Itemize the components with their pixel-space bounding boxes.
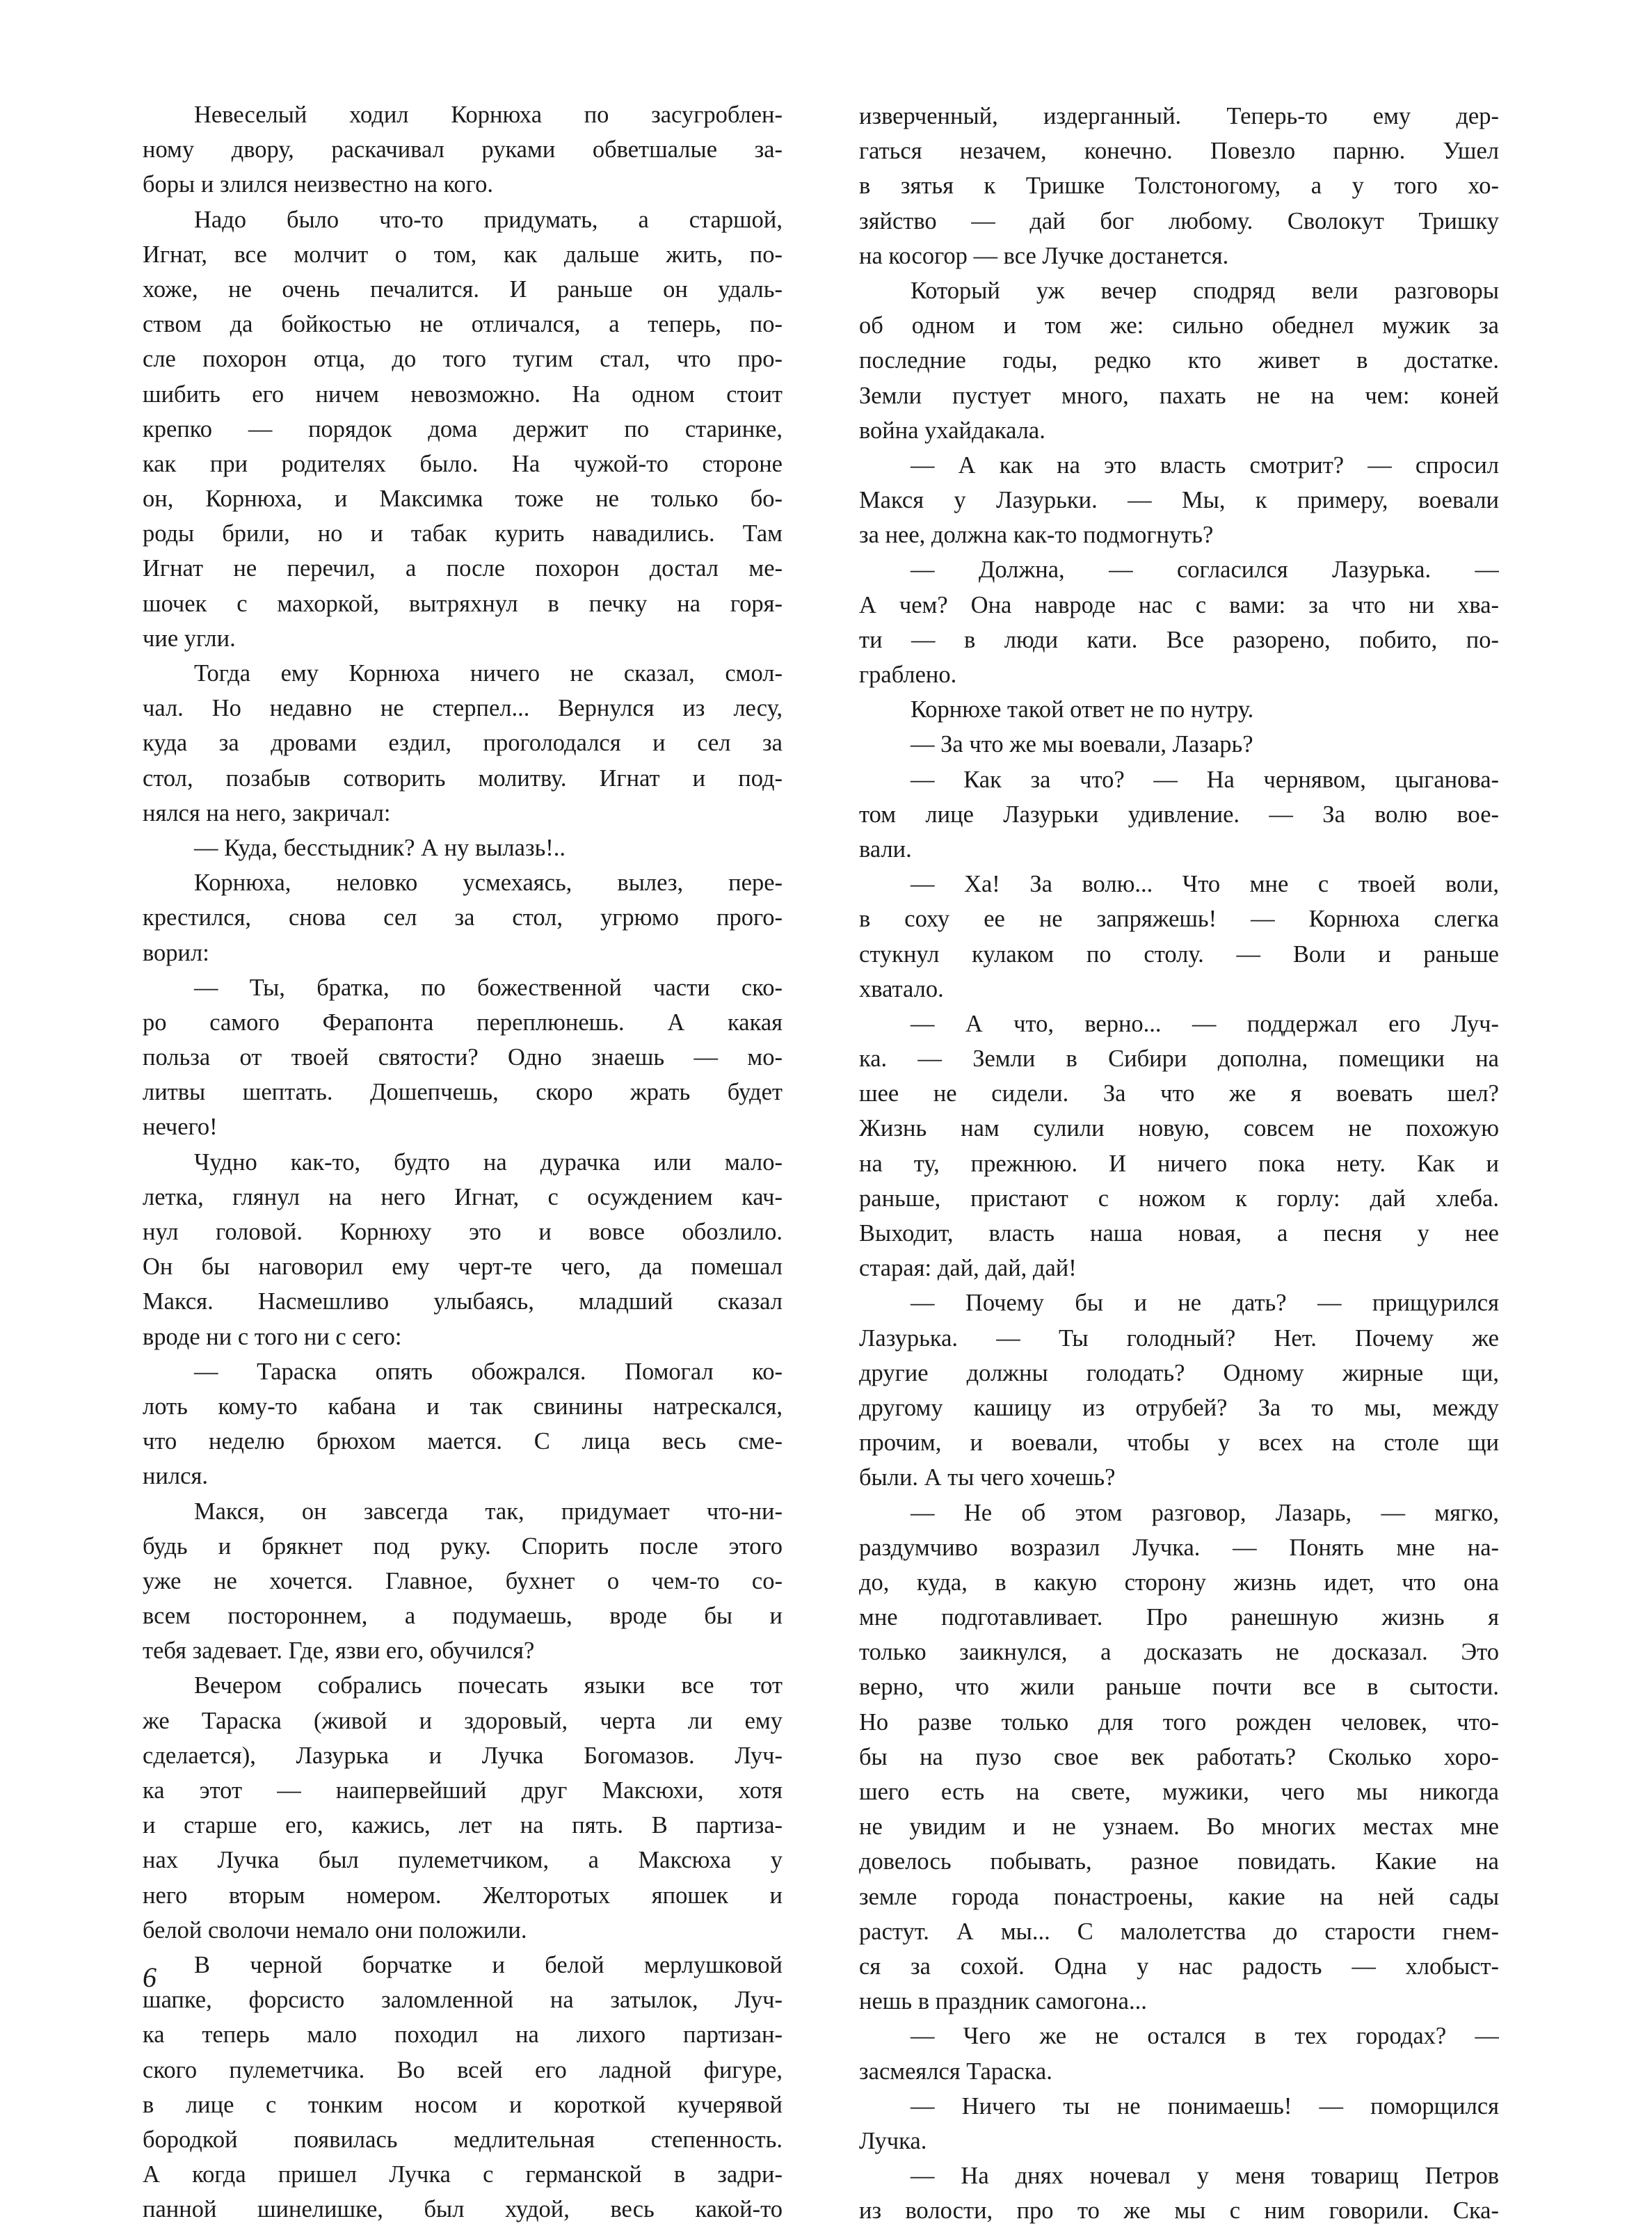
text-line: Макся у Лазурьки. — Мы, к примеру, воевали <box>859 487 1499 514</box>
text-line: вроде ни с того ни с сего: <box>143 1323 402 1350</box>
text-line: нечего! <box>143 1114 218 1141</box>
text-line: за нее, должна как-то подмогнуть? <box>859 522 1214 549</box>
text-line: роды брили, но и табак курить навадились. Там <box>143 520 783 547</box>
text-line: сделается), Лазурька и Лучка Богомазов. Луч- <box>143 1742 783 1769</box>
text-line: А чем? Она навроде нас с вами: за что ни хва- <box>859 591 1499 618</box>
text-line: Который уж вечер сподряд вели разговоры <box>911 277 1499 304</box>
text-line: не увидим и не узнаем. Во многих местах мне <box>859 1813 1499 1841</box>
text-line: об одном и том же: сильно обеднел мужик за <box>859 312 1499 339</box>
text-line: — Ты, братка, по божественной части ско- <box>194 974 783 1001</box>
paragraph <box>143 1494 783 1669</box>
paragraph <box>143 970 783 1145</box>
paragraph <box>143 1948 783 2227</box>
paragraph <box>859 1007 1499 1286</box>
text-line: Выходит, власть наша новая, а песня у нее <box>859 1220 1499 1247</box>
text-line: стукнул кулаком по столу. — Воли и раньше <box>859 940 1499 968</box>
text-line: — Не об этом разговор, Лазарь, — мягко, <box>911 1499 1499 1526</box>
text-line: гаться незачем, конечно. Повезло парню. Ушел <box>859 138 1499 165</box>
text-line: бы на пузо свое век работать? Сколько хоро- <box>859 1743 1499 1770</box>
text-line: Вечером собрались почесать языки все тот <box>194 1672 783 1699</box>
text-line: прочим, и воевали, чтобы у всех на столе щи <box>859 1429 1499 1457</box>
text-line: довелось побывать, разное повидать. Какие на <box>859 1848 1499 1875</box>
text-line: же Тараска (живой и здоровый, черта ли ему <box>143 1707 783 1734</box>
paragraph <box>143 1354 783 1494</box>
text-line: растут. А мы... С малолетства до старости гнем- <box>859 1918 1499 1945</box>
text-line: ся за сохой. Одна у нас радость — хлобыст- <box>859 1953 1499 1980</box>
text-line: крепко — порядок дома держит по старинке, <box>143 415 783 442</box>
text-line: на ту, прежнюю. И ничего пока нету. Как и <box>859 1150 1499 1177</box>
text-line: — А как на это власть смотрит? — спросил <box>911 451 1499 479</box>
text-line: — Почему бы и не дать? — прищурился <box>911 1290 1499 1317</box>
text-column-left <box>143 97 783 2227</box>
paragraph <box>859 762 1499 867</box>
text-line: шочек с махоркой, вытряхнул в печку на горя- <box>143 590 783 617</box>
text-line: В черной борчатке и белой мерлушковой <box>194 1951 783 1978</box>
paragraph <box>859 273 1499 448</box>
text-line: другому кашицу из отрубей? За то мы, между <box>859 1394 1499 1421</box>
text-line: как при родителях было. На чужой-то стороне <box>143 450 783 477</box>
paragraph <box>143 656 783 831</box>
text-line: что неделю брюхом мается. С лица весь сме- <box>143 1428 783 1455</box>
text-line: него вторым номером. Желторотых япошек и <box>143 1882 783 1909</box>
text-line: бородкой появилась медлительная степенность. <box>143 2126 783 2153</box>
text-line: он, Корнюха, и Максимка тоже не только бо- <box>143 486 783 513</box>
text-line: война ухайдакала. <box>859 417 1045 444</box>
text-line: тебя задевает. Где, язви его, обучился? <box>143 1637 535 1665</box>
text-line: граблено. <box>859 662 957 688</box>
text-line: Он бы наговорил ему черт-те чего, да помешал <box>143 1253 783 1281</box>
text-line: нах Лучка был пулеметчиком, а Максюха у <box>143 1847 783 1874</box>
text-line: старая: дай, дай, дай! <box>859 1255 1077 1282</box>
paragraph <box>143 865 783 970</box>
text-line: лоть кому-то кабана и так свинины натрескался, <box>143 1393 783 1420</box>
text-line: верно, что жили раньше почти все в сытости. <box>859 1674 1499 1701</box>
text-line: всем постороннем, а подумаешь, вроде бы и <box>143 1603 783 1630</box>
paragraph <box>859 2019 1499 2088</box>
text-line: — А что, верно... — поддержал его Луч- <box>911 1010 1499 1037</box>
text-line: вали. <box>859 835 912 863</box>
text-line: Игнат, все молчит о том, как дальше жить, по- <box>143 241 783 268</box>
text-line: Игнат не перечил, а после похорон достал ме- <box>143 555 783 582</box>
text-line: Корнюха, неловко усмехаясь, вылез, пере- <box>194 869 783 897</box>
text-line: стол, позабыв сотворить молитву. Игнат и под- <box>143 764 783 792</box>
text-line: сле похорон отца, до того тугим стал, что про- <box>143 346 783 373</box>
text-line: белой сволочи немало они положили. <box>143 1916 527 1944</box>
text-line: раньше, пристают с ножом к горлу: дай хлеба. <box>859 1185 1499 1212</box>
paragraph <box>859 1496 1499 2019</box>
paragraph <box>859 2089 1499 2158</box>
paragraph <box>143 831 783 865</box>
text-line: ка теперь мало походил на лихого партизан- <box>143 2021 783 2049</box>
paragraph <box>859 692 1499 727</box>
text-line: Жизнь нам сулили новую, совсем не похожую <box>859 1115 1499 1142</box>
text-line: земле города понастроены, какие на ней сады <box>859 1883 1499 1910</box>
text-line: — Должна, — согласился Лазурька. — <box>911 556 1499 584</box>
text-line: — За что же мы воевали, Лазарь? <box>911 731 1253 758</box>
text-line: уже не хочется. Главное, бухнет о чем-то со- <box>143 1567 783 1594</box>
text-line: шапке, форсисто заломленной на затылок, Луч- <box>143 1987 783 2014</box>
text-line: Чудно как-то, будто на дурачка или мало- <box>194 1148 783 1176</box>
page-number: 6 <box>143 1962 157 1993</box>
text-line: Макся, он завсегда так, придумает что-ни- <box>194 1498 783 1525</box>
text-line: Но разве только для того рожден человек, что- <box>859 1708 1499 1736</box>
text-line: чие угли. <box>143 625 236 652</box>
text-line: ро самого Ферапонта переплюнешь. А какая <box>143 1009 783 1036</box>
text-line: ка. — Земли в Сибири дополна, помещики на <box>859 1045 1499 1073</box>
paragraph <box>143 1668 783 1948</box>
text-line: — Ха! За волю... Что мне с твоей воли, <box>911 871 1499 898</box>
text-line: мне подготавливает. Про ранешную жизнь я <box>859 1604 1499 1631</box>
text-line: — Ничего ты не понимаешь! — поморщился <box>911 2092 1499 2119</box>
text-line: другие должны голодать? Одному жирные щи, <box>859 1359 1499 1386</box>
text-line: Земли пустует много, пахать не на чем: коней <box>859 382 1499 409</box>
text-line: ством да бойкостью не отличался, а теперь, по- <box>143 311 783 338</box>
text-line: нился. <box>143 1463 208 1490</box>
text-line: раздумчиво возразил Лучка. — Понять мне на- <box>859 1534 1499 1561</box>
text-line: — Куда, бесстыдник? А ну вылазь!.. <box>194 834 566 861</box>
text-line: — Как за что? — На чернявом, цыганова- <box>911 766 1499 793</box>
text-line: до, куда, в какую сторону жизнь идет, что она <box>859 1569 1499 1596</box>
text-line: — Чего же не остался в тех городах? — <box>911 2023 1499 2050</box>
text-line: боры и злился неизвестно на кого. <box>143 171 493 198</box>
text-line: нялся на него, закричал: <box>143 799 391 826</box>
text-line: засмеялся Тараска. <box>859 2058 1052 2085</box>
text-line: нешь в праздник самогона... <box>859 1988 1147 2015</box>
paragraph <box>859 448 1499 553</box>
text-line: шее не сидели. За что же я воевать шел? <box>859 1080 1499 1107</box>
text-line: ского пулеметчика. Во всей его ладной фигуре, <box>143 2056 783 2083</box>
text-line: — На днях ночевал у меня товарищ Петров <box>911 2163 1499 2190</box>
text-line: на косогор — все Лучке достанется. <box>859 242 1229 269</box>
text-line: ти — в люди кати. Все разорено, побито, по- <box>859 626 1499 653</box>
text-line: куда за дровами ездил, проголодался и сел за <box>143 730 783 757</box>
text-line: в соху ее не запряжешь! — Корнюха слегка <box>859 906 1499 933</box>
paragraph <box>859 1285 1499 1495</box>
text-line: Невеселый ходил Корнюха по засугроблен- <box>194 102 783 128</box>
paragraph <box>143 202 783 656</box>
text-line: были. А ты чего хочешь? <box>859 1464 1116 1491</box>
paragraph <box>143 97 783 202</box>
paragraph <box>143 1145 783 1354</box>
text-line: ка этот — наипервейший друг Максюхи, хотя <box>143 1777 783 1804</box>
text-line: только заикнулся, а досказать не досказал. Это <box>859 1639 1499 1666</box>
text-line: чал. Но недавно не стерпел... Вернулся из лесу, <box>143 695 783 722</box>
text-line: хоже, не очень печалится. И раньше он удаль- <box>143 275 783 303</box>
paragraph <box>859 727 1499 762</box>
text-line: Тогда ему Корнюха ничего не сказал, смол- <box>194 660 783 687</box>
paragraph <box>859 552 1499 692</box>
text-line: панной шинелишке, был худой, весь какой-то <box>143 2196 783 2223</box>
text-line: из волости, про то же мы с ним говорили. Ска- <box>859 2197 1499 2225</box>
text-line: — Тараска опять обожрался. Помогал ко- <box>194 1358 783 1385</box>
text-line: шибить его ничем невозможно. На одном стоит <box>143 380 783 408</box>
text-line: хватало. <box>859 975 944 1002</box>
text-line: Макся. Насмешливо улыбаясь, младший сказал <box>143 1288 783 1315</box>
text-column-right <box>859 99 1499 2228</box>
text-line: ному двору, раскачивал руками обветшалые за- <box>143 136 783 163</box>
text-line: летка, глянул на него Игнат, с осуждением кач- <box>143 1183 783 1210</box>
text-line: литвы шептать. Дошепчешь, скоро жрать будет <box>143 1079 783 1106</box>
text-line: будь и брякнет под руку. Спорить после этого <box>143 1532 783 1560</box>
text-line: нул головой. Корнюху это и вовсе обозлило. <box>143 1219 783 1245</box>
text-line: изверченный, издерганный. Теперь-то ему дер- <box>859 103 1499 129</box>
text-line: Надо было что-то придумать, а старшой, <box>194 206 783 233</box>
text-line: Лазурька. — Ты голодный? Нет. Почему же <box>859 1324 1499 1352</box>
text-line: польза от твоей святости? Одно знаешь — мо- <box>143 1044 783 1071</box>
text-line: Лучка. <box>859 2127 927 2154</box>
text-line: ворил: <box>143 939 209 966</box>
paragraph <box>859 2158 1499 2228</box>
text-line: в лице с тонким носом и короткой кучерявой <box>143 2091 783 2118</box>
text-line: в зятья к Тришке Толстоногому, а у того хо- <box>859 173 1499 200</box>
text-line: крестился, снова сел за стол, угрюмо прого- <box>143 904 783 931</box>
text-line: шего есть на свете, мужики, чего мы никогда <box>859 1779 1499 1805</box>
text-line: том лице Лазурьки удивление. — За волю вое- <box>859 801 1499 828</box>
text-line: последние годы, редко кто живет в достатке. <box>859 347 1499 374</box>
paragraph <box>859 867 1499 1007</box>
text-line: и старше его, кажись, лет на пять. В партиза- <box>143 1812 783 1839</box>
text-line: А когда пришел Лучка с германской в задри- <box>143 2161 783 2188</box>
paragraph <box>859 99 1499 273</box>
text-line: Корнюхе такой ответ не по нутру. <box>911 696 1254 723</box>
text-line: зяйство — дай бог любому. Сволокут Тришку <box>859 207 1499 234</box>
